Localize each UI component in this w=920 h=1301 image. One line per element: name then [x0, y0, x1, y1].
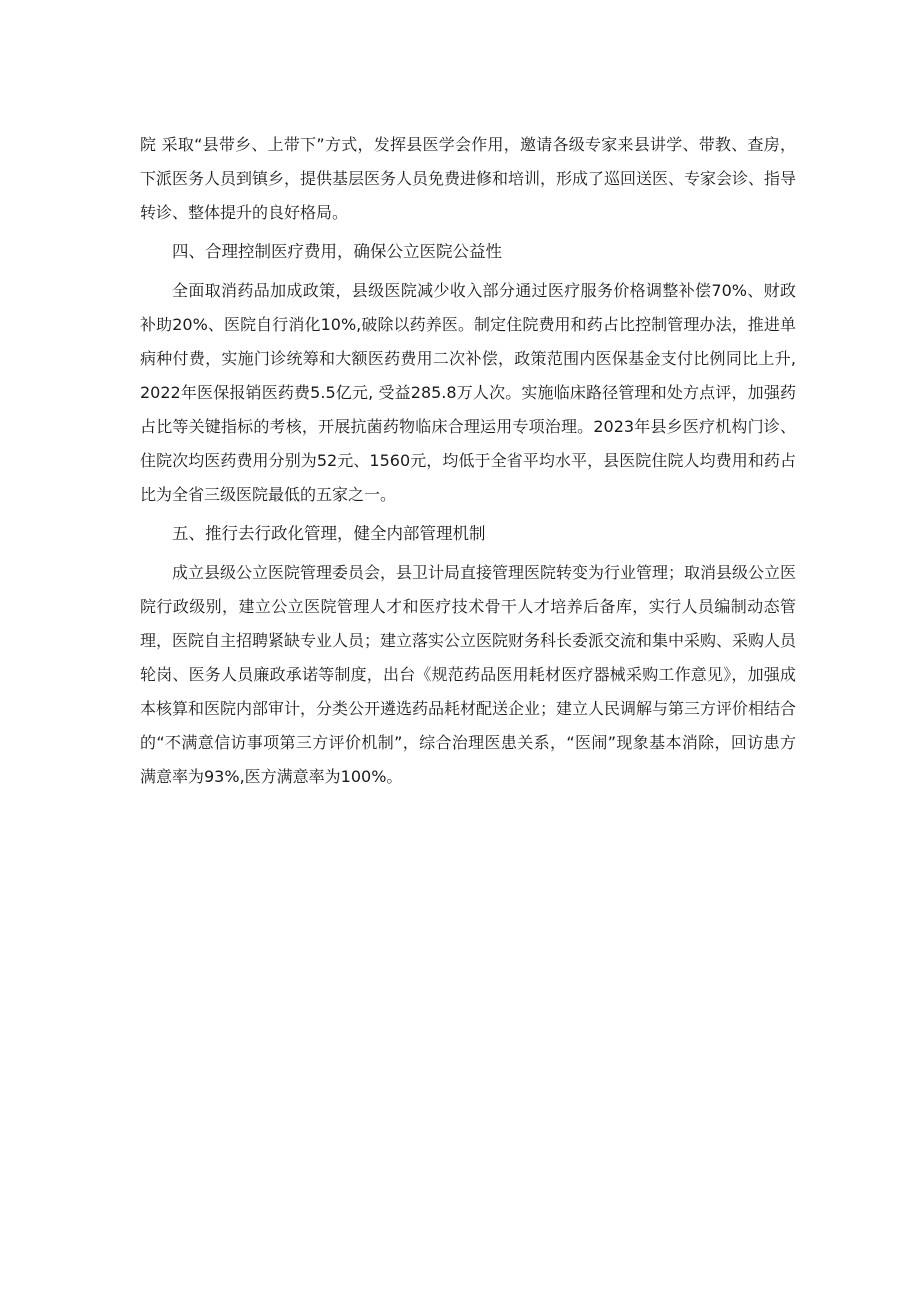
section-heading-4: 四、合理控制医疗费用，确保公立医院公益性 [172, 242, 502, 261]
section-heading-5: 五、推行去行政化管理，健全内部管理机制 [172, 524, 486, 543]
document-body [140, 128, 796, 799]
paragraph-medical-costs: 全面取消药品加成政策，县级医院减少收入部分通过医疗服务价格调整补偿70%、财政补助20%、医院自行消化10%,破除以药养医。制定住院费用和药占比控制管理办法，推进单病种付费，实施门诊统筹和大额医药费用二次补偿，政策范围内医保基金支付比例同比上升, 2022年医保报销医药费5.5亿元, 受益285.8万人次。实施临床路径管理和处方点评，加强药占比等关键指标的考核，开展抗菌药物临床合理运用专项治理。2023年县乡医疗机构门诊、住院次均医药费用分别为52元、1560元，均低于全省平均水平，县医院住院人均费用和药占比为全省三级医院最低的五家之一。 [140, 281, 796, 504]
paragraph-management-mechanism: 成立县级公立医院管理委员会，县卫计局直接管理医院转变为行业管理；取消县级公立医院行政级别，建立公立医院管理人才和医疗技术骨干人才培养后备库，实行人员编制动态管理，医院自主招聘紧缺专业人员；建立落实公立医院财务科长委派交流和集中采购、采购人员轮岗、医务人员廉政承诺等制度，出台《规范药品医用耗材医疗器械采购工作意见》，加强成本核算和医院内部审计，分类公开遴选药品耗材配送企业；建立人民调解与第三方评价相结合的“不满意信访事项第三方评价机制”，综合治理医患关系，“医闹”现象基本消除，回访患方满意率为93%,医方满意率为100%。 [140, 563, 797, 786]
paragraph-continuation: 院 采取“县带乡、上带下”方式，发挥县医学会作用，邀请各级专家来县讲学、带教、查房，下派医务人员到镇乡，提供基层医务人员免费进修和培训，形成了巡回送医、专家会诊、指导转诊、整体提升的良好格局。 [140, 135, 797, 222]
